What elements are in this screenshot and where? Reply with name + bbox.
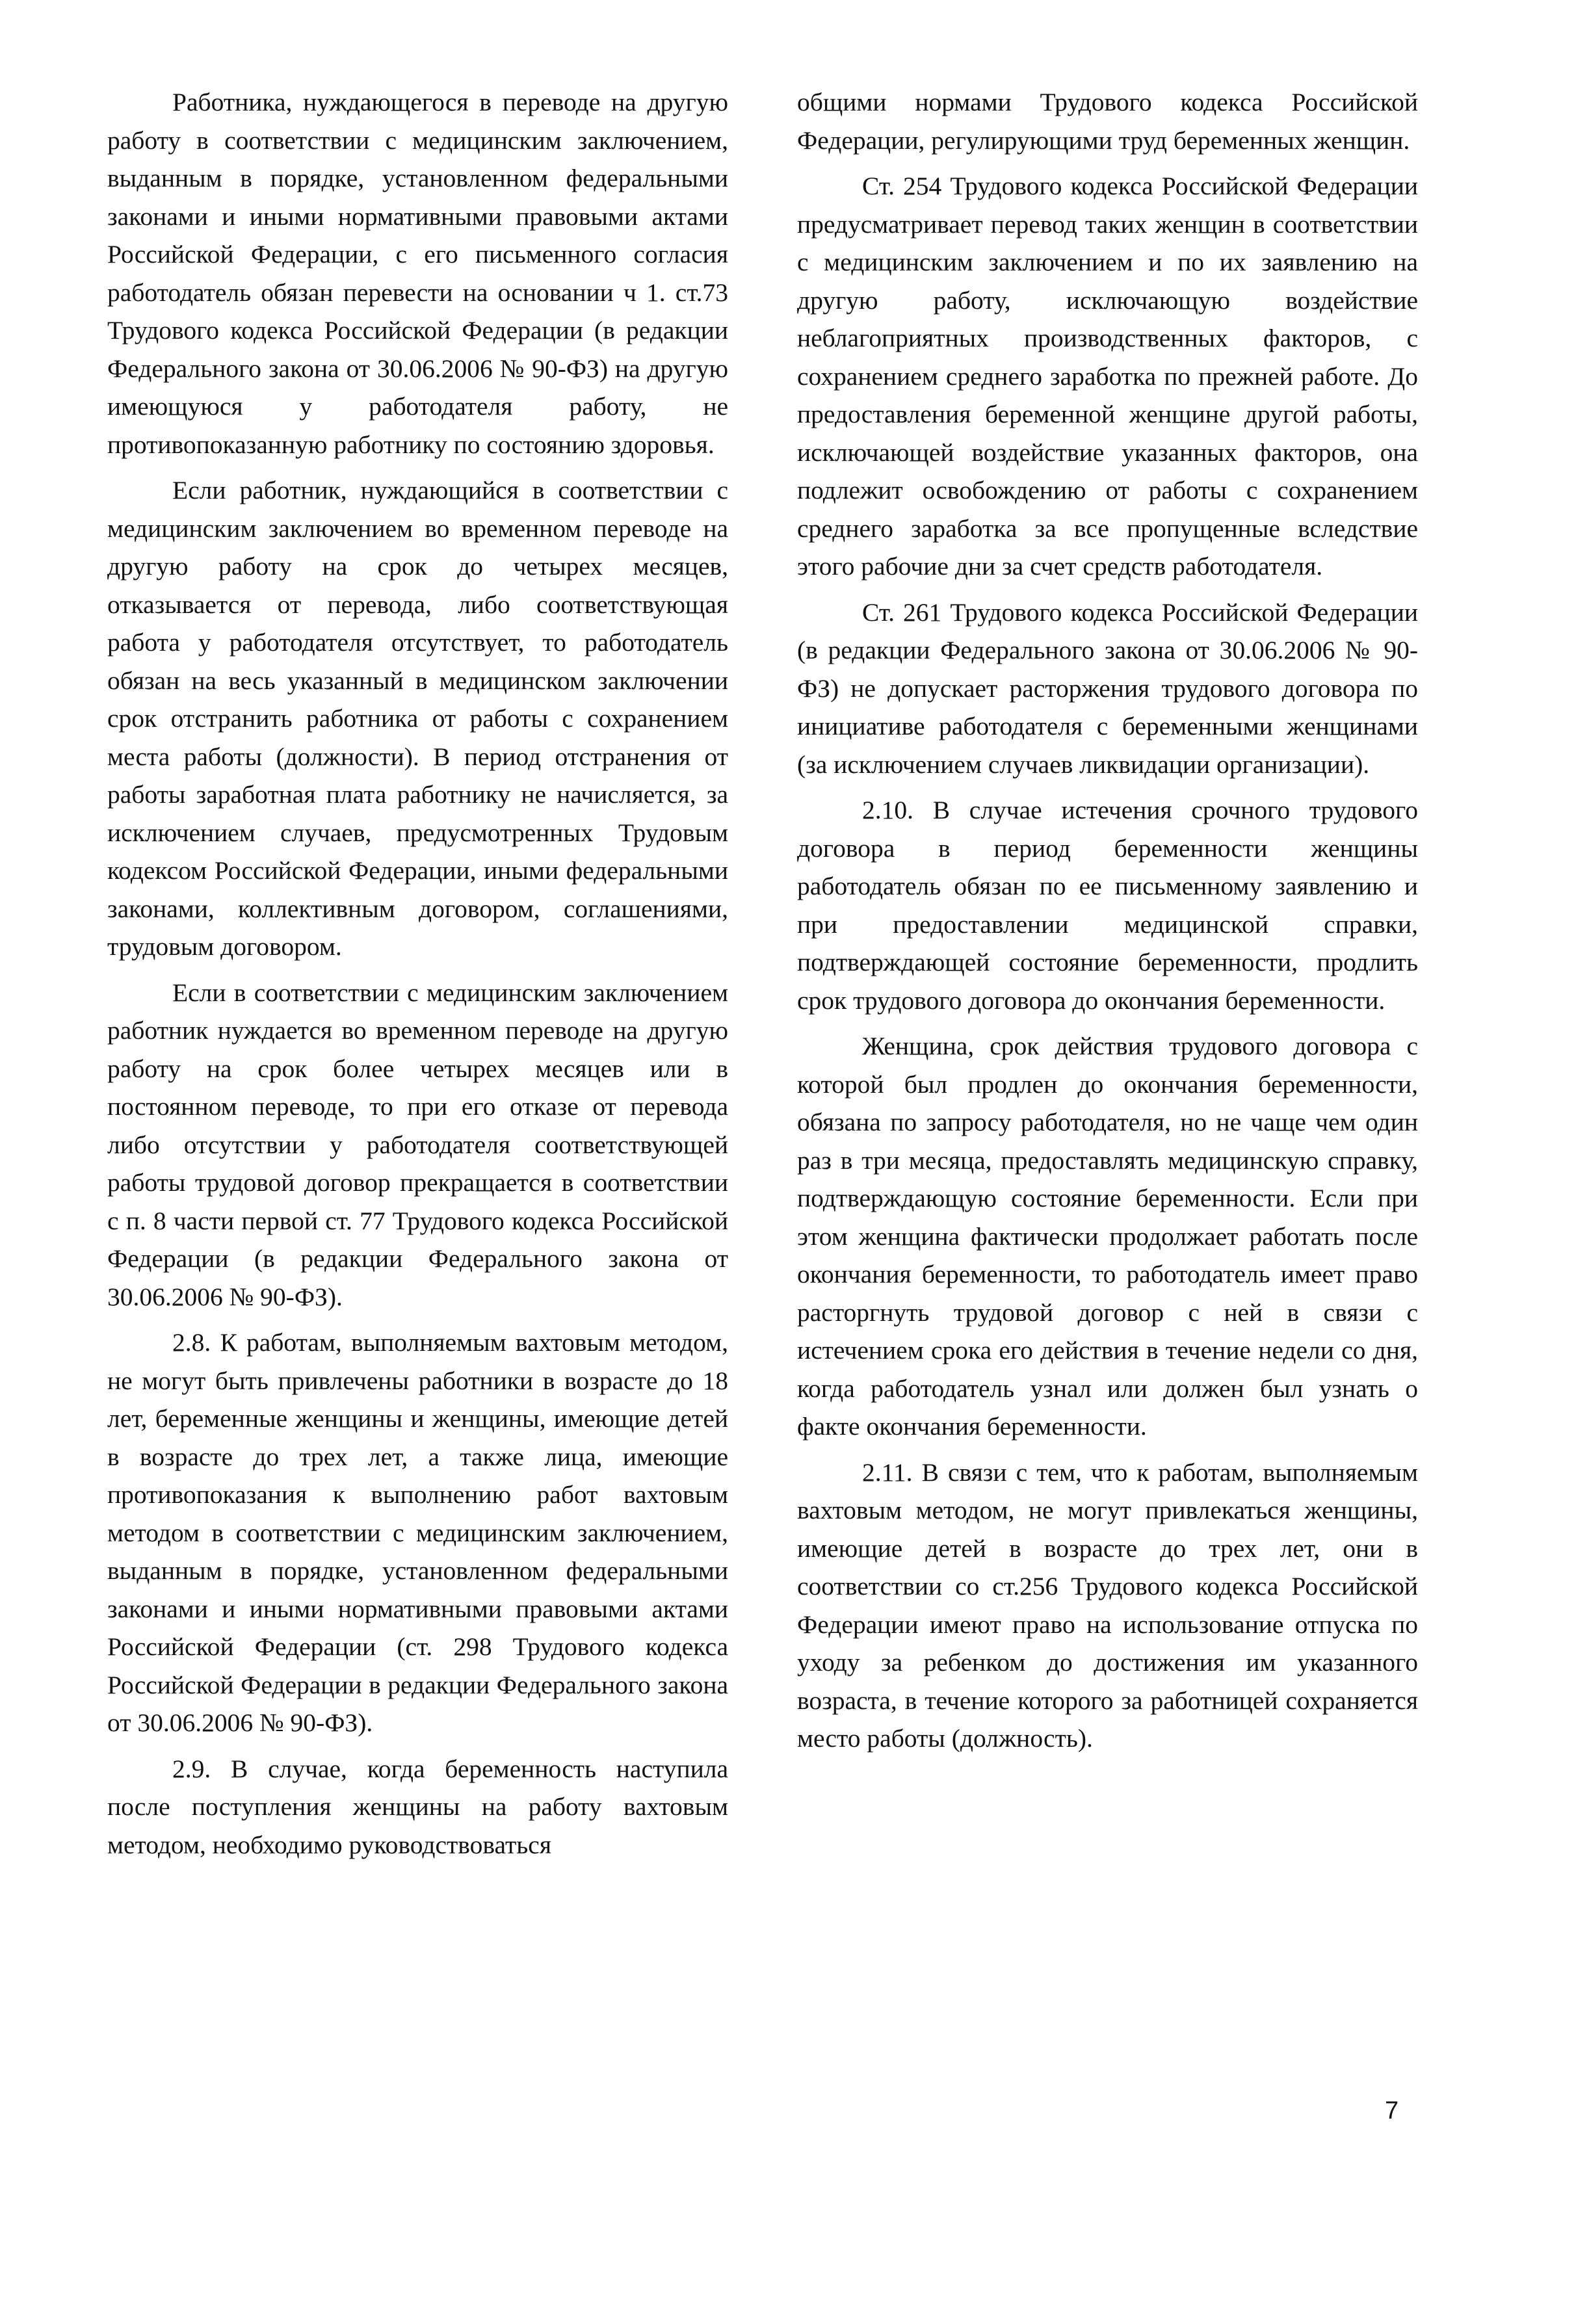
paragraph-medical-transfer: Работника, нуждающегося в переводе на другую работу в соответствии с медицинским заключением, выданным в порядке, установленном федеральными законами и иными нормативными правовыми актами Российской Федерации, с его письменного согласия работодатель обязан перевести на основании ч 1. ст.73 Трудового кодекса Российской Федерации (в редакции Федерального закона от 30.06.2006 № 90-ФЗ) на другую имеющуюся у работодателя работу, не противопоказанную работнику по состоянию здоровья. xyxy=(107,88,728,459)
paragraph-permanent-transfer-refusal: Если в соответствии с медицинским заключением работник нуждается во временном переводе на другую работу на срок более четырех месяцев или в постоянном переводе, то при его отказе от перевода либо отсутствии у работодателя соответствующей работы трудовой договор прекращается в соответствии с п. 8 части первой ст. 77 Трудового кодекса Российской Федерации (в редакции Федерального закона от 30.06.2006 № 90-ФЗ). xyxy=(107,978,728,1311)
paragraph-temporary-transfer-refusal: Если работник, нуждающийся в соответствии с медицинским заключением во временном переводе на другую работу на срок до четырех месяцев, отказывается от перевода, либо соответствующая работа у работодателя отсутствует, то работодатель обязан на весь указанный в медицинском заключении срок отстранить работника от работы с сохранением места работы (должности). В период отстранения от работы заработная плата работнику не начисляется, за исключением случаев, предусмотренных Трудовым кодексом Российской Федерации, иными федеральными законами, коллективным договором, соглашениями, трудовым договором. xyxy=(107,476,728,961)
paragraph-section-2-11: 2.11. В связи с тем, что к работам, выполняемым вахтовым методом, не могут привлекаться женщины, имеющие детей в возрасте до трех лет, они в соответствии со ст.256 Трудового кодекса Российской Федерации имеют право на использование отпуска по уходу за ребенком до достижения им указанного возраста, в течение которого за работницей сохраняется место работы (должность). xyxy=(797,1457,1418,1753)
right-column xyxy=(797,83,1418,1766)
paragraph-section-2-8: 2.8. К работам, выполняемым вахтовым методом, не могут быть привлечены работники в возрасте до 18 лет, беременные женщины и женщины, имеющие детей в возрасте до трех лет, а также лица, имеющие противопоказания к выполнению работ вахтовым методом в соответствии с медицинским заключением, выданным в порядке, установленном федеральными законами и иными нормативными правовыми актами Российской Федерации (ст. 298 Трудового кодекса Российской Федерации в редакции Федерального закона от 30.06.2006 № 90-ФЗ). xyxy=(107,1328,728,1737)
paragraph-article-254: Ст. 254 Трудового кодекса Российской Федерации предусматривает перевод таких женщин в соответствии с медицинским заключением и по их заявлению на другую работу, исключающую воздействие неблагоприятных производственных факторов, с сохранением среднего заработка по прежней работе. До предоставления беременной женщине другой работы, исключающей воздействие указанных факторов, она подлежит освобождению от работы с сохранением среднего заработка за все пропущенные вследствие этого рабочие дни за счет средств работодателя. xyxy=(797,172,1418,581)
page-number: 7 xyxy=(1385,2097,1399,2124)
paragraph-article-261: Ст. 261 Трудового кодекса Российской Федерации (в редакции Федерального закона от 30.06.2006 № 90-ФЗ) не допускает расторжения трудового договора по инициативе работодателя с беременными женщинами (за исключением случаев ликвидации организации). xyxy=(797,597,1418,779)
paragraph-extended-contract: Женщина, срок действия трудового договора с которой был продлен до окончания беременности, обязана по запросу работодателя, но не чаще чем один раз в три месяца, предоставлять медицинскую справку, подтверждающую состояние беременности. Если при этом женщина фактически продолжает работать после окончания беременности, то работодатель имеет право расторгнуть трудовой договор с ней в связи с истечением срока его действия в течение недели со дня, когда работодатель узнал или должен был узнать о факте окончания беременности. xyxy=(797,1032,1418,1441)
paragraph-section-2-9: 2.9. В случае, когда беременность наступила после поступления женщины на работу вахтовым методом, необходимо руководствоваться xyxy=(107,1754,728,1859)
paragraph-section-2-9-continuation: общими нормами Трудового кодекса Российской Федерации, регулирующими труд беременных женщин. xyxy=(797,88,1418,155)
paragraph-section-2-10: 2.10. В случае истечения срочного трудового договора в период беременности женщины работодатель обязан по ее письменному заявлению и при предоставлении медицинской справки, подтверждающей состояние беременности, продлить срок трудового договора до окончания беременности. xyxy=(797,796,1418,1015)
left-column xyxy=(107,83,728,1872)
